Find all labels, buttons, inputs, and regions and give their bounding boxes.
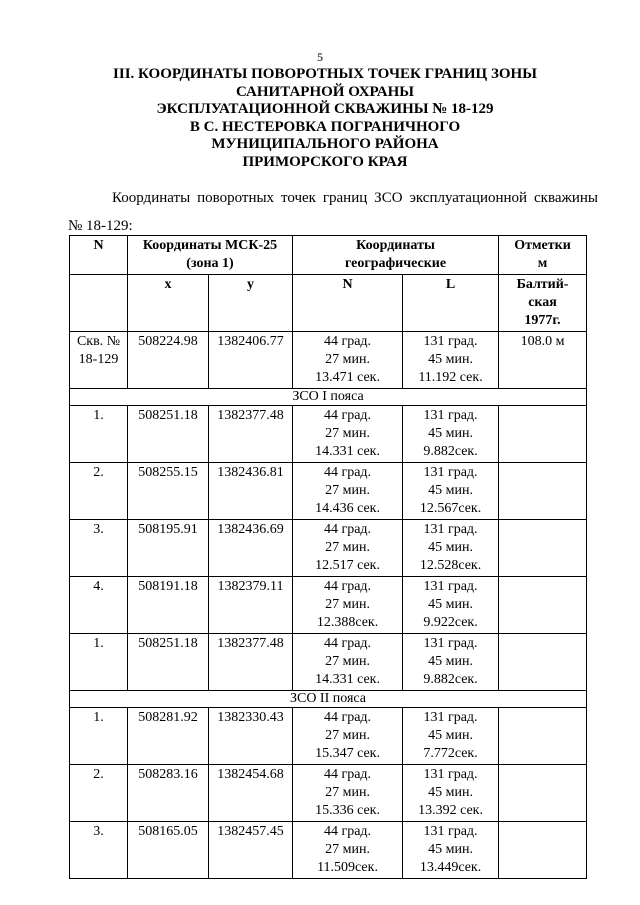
table-row xyxy=(70,634,587,691)
longitude-line: 131 град. xyxy=(423,824,478,839)
longitude-line: 45 мин. xyxy=(428,597,473,612)
lon-line: 45 мин. xyxy=(428,352,473,367)
baltic-line: Балтий- xyxy=(516,277,569,292)
latitude xyxy=(293,520,403,577)
well-lon xyxy=(403,332,499,389)
lon-line: 11.192 сек. xyxy=(418,370,483,385)
longitude-line: 13.449сек. xyxy=(419,860,482,875)
latitude xyxy=(293,634,403,691)
latitude-line: 14.331 сек. xyxy=(315,444,380,459)
longitude-line: 131 град. xyxy=(423,408,478,423)
header-marks xyxy=(499,236,587,275)
point-number: 4. xyxy=(70,577,128,634)
latitude-line: 44 град. xyxy=(323,408,372,423)
header-msk xyxy=(128,236,293,275)
heading-line: III. КООРДИНАТЫ ПОВОРОТНЫХ ТОЧЕК ГРАНИЦ ЗОНЫ xyxy=(113,66,537,82)
heading-line: ПРИМОРСКОГО КРАЯ xyxy=(242,153,408,170)
baltic-line: 1977г. xyxy=(524,313,561,328)
table-row xyxy=(70,577,587,634)
intro-paragraph xyxy=(68,184,598,240)
well-mark: 108.0 м xyxy=(499,332,587,389)
lat-line: 44 град. xyxy=(323,334,372,349)
latitude-line: 44 град. xyxy=(323,824,372,839)
longitude-line: 131 град. xyxy=(423,579,478,594)
subheader-lon: L xyxy=(403,275,499,332)
latitude-line: 44 град. xyxy=(323,710,372,725)
longitude-line: 45 мин. xyxy=(428,728,473,743)
section-heading xyxy=(60,66,590,172)
mark-empty xyxy=(499,822,587,879)
well-y: 1382406.77 xyxy=(209,332,293,389)
table-row xyxy=(70,822,587,879)
longitude xyxy=(403,406,499,463)
longitude-line: 12.528сек. xyxy=(419,558,482,573)
intro-line-2: № 18-129: xyxy=(68,218,133,234)
subheader-empty xyxy=(70,275,128,332)
coord-x: 508191.18 xyxy=(128,577,209,634)
latitude-line: 27 мин. xyxy=(325,540,370,555)
lon-line: 131 град. xyxy=(423,334,478,349)
header-geo xyxy=(293,236,499,275)
longitude xyxy=(403,463,499,520)
lat-line: 13.471 сек. xyxy=(315,370,380,385)
zone1-label-row xyxy=(70,389,587,406)
heading-line: В С. НЕСТЕРОВКА ПОГРАНИЧНОГО xyxy=(189,118,461,135)
longitude-line: 131 град. xyxy=(423,767,478,782)
longitude-line: 131 град. xyxy=(423,465,478,480)
latitude-line: 15.336 сек. xyxy=(315,803,380,818)
header-geo-line: Координаты xyxy=(356,238,435,253)
point-number: 1. xyxy=(70,634,128,691)
table-row xyxy=(70,765,587,822)
well-row xyxy=(70,332,587,389)
well-n-line: Скв. № xyxy=(76,334,121,349)
longitude xyxy=(403,520,499,577)
longitude-line: 9.882сек. xyxy=(423,444,478,459)
point-number: 2. xyxy=(70,463,128,520)
mark-empty xyxy=(499,577,587,634)
coord-y: 1382377.48 xyxy=(209,406,293,463)
heading-line: ЭКСПЛУАТАЦИОННОЙ СКВАЖИНЫ № 18-129 xyxy=(156,101,494,118)
header-marks-line: м xyxy=(537,256,548,271)
point-number: 3. xyxy=(70,822,128,879)
coord-y: 1382377.48 xyxy=(209,634,293,691)
latitude-line: 15.347 сек. xyxy=(315,746,380,761)
mark-empty xyxy=(499,406,587,463)
page-number: 5 xyxy=(317,50,323,64)
table-row xyxy=(70,463,587,520)
longitude xyxy=(403,634,499,691)
coord-x: 508283.16 xyxy=(128,765,209,822)
latitude-line: 27 мин. xyxy=(325,728,370,743)
longitude-line: 131 град. xyxy=(423,522,478,537)
latitude-line: 14.331 сек. xyxy=(315,672,380,687)
coord-x: 508251.18 xyxy=(128,406,209,463)
mark-empty xyxy=(499,520,587,577)
longitude-line: 131 град. xyxy=(423,710,478,725)
longitude-line: 7.772сек. xyxy=(423,746,478,761)
subheader-lat: N xyxy=(293,275,403,332)
zone2-label: ЗСО II пояса xyxy=(70,691,587,708)
longitude-line: 45 мин. xyxy=(428,483,473,498)
longitude-line: 45 мин. xyxy=(428,842,473,857)
header-msk-line: (зона 1) xyxy=(186,256,234,271)
heading-line: САНИТАРНОЙ ОХРАНЫ xyxy=(235,83,415,100)
coord-y: 1382457.45 xyxy=(209,822,293,879)
point-number: 1. xyxy=(70,406,128,463)
well-n-line: 18-129 xyxy=(78,352,119,367)
header-marks-line: Отметки xyxy=(514,238,571,253)
well-x: 508224.98 xyxy=(128,332,209,389)
latitude-line: 44 град. xyxy=(323,579,372,594)
latitude xyxy=(293,765,403,822)
point-number: 2. xyxy=(70,765,128,822)
latitude-line: 27 мин. xyxy=(325,597,370,612)
table-row xyxy=(70,708,587,765)
longitude-line: 9.922сек. xyxy=(423,615,478,630)
point-number: 3. xyxy=(70,520,128,577)
coord-x: 508255.15 xyxy=(128,463,209,520)
zone2-label-row xyxy=(70,691,587,708)
latitude xyxy=(293,822,403,879)
longitude-line: 131 град. xyxy=(423,636,478,651)
mark-empty xyxy=(499,634,587,691)
coord-y: 1382330.43 xyxy=(209,708,293,765)
latitude-line: 44 град. xyxy=(323,767,372,782)
latitude-line: 12.388сек. xyxy=(316,615,379,630)
latitude xyxy=(293,577,403,634)
latitude xyxy=(293,406,403,463)
subheader-baltic xyxy=(499,275,587,332)
header-msk-line: Координаты МСК-25 xyxy=(142,238,278,253)
baltic-line: ская xyxy=(528,295,557,310)
coordinates-table xyxy=(69,235,587,879)
mark-empty xyxy=(499,708,587,765)
lat-line: 27 мин. xyxy=(325,352,370,367)
mark-empty xyxy=(499,463,587,520)
latitude-line: 44 град. xyxy=(323,465,372,480)
longitude-line: 45 мин. xyxy=(428,785,473,800)
coord-y: 1382436.81 xyxy=(209,463,293,520)
latitude-line: 27 мин. xyxy=(325,426,370,441)
heading-line: МУНИЦИПАЛЬНОГО РАЙОНА xyxy=(211,136,439,153)
subheader-y: y xyxy=(209,275,293,332)
header-n: N xyxy=(70,236,128,275)
longitude-line: 45 мин. xyxy=(428,654,473,669)
coord-x: 508281.92 xyxy=(128,708,209,765)
longitude xyxy=(403,822,499,879)
coord-y: 1382436.69 xyxy=(209,520,293,577)
coord-y: 1382379.11 xyxy=(209,577,293,634)
latitude-line: 14.436 сек. xyxy=(315,501,380,516)
longitude-line: 9.882сек. xyxy=(423,672,478,687)
longitude xyxy=(403,765,499,822)
latitude-line: 44 град. xyxy=(323,522,372,537)
latitude-line: 11.509сек. xyxy=(317,860,378,875)
coord-y: 1382454.68 xyxy=(209,765,293,822)
zone1-label: ЗСО I пояса xyxy=(70,389,587,406)
longitude-line: 12.567сек. xyxy=(419,501,482,516)
intro-line-1: Координаты поворотных точек границ ЗСО эксплуатационной скважины xyxy=(112,190,598,206)
longitude xyxy=(403,577,499,634)
latitude-line: 44 град. xyxy=(323,636,372,651)
latitude-line: 27 мин. xyxy=(325,654,370,669)
latitude-line: 27 мин. xyxy=(325,483,370,498)
table-row xyxy=(70,520,587,577)
table-row xyxy=(70,406,587,463)
point-number: 1. xyxy=(70,708,128,765)
mark-empty xyxy=(499,765,587,822)
coord-x: 508251.18 xyxy=(128,634,209,691)
latitude xyxy=(293,463,403,520)
latitude xyxy=(293,708,403,765)
latitude-line: 12.517 сек. xyxy=(315,558,380,573)
latitude-line: 27 мин. xyxy=(325,785,370,800)
well-lat xyxy=(293,332,403,389)
table-subheader-row xyxy=(70,275,587,332)
coord-x: 508165.05 xyxy=(128,822,209,879)
subheader-x: x xyxy=(128,275,209,332)
longitude-line: 13.392 сек. xyxy=(418,803,483,818)
longitude xyxy=(403,708,499,765)
longitude-line: 45 мин. xyxy=(428,426,473,441)
header-geo-line: географические xyxy=(344,256,447,271)
well-n xyxy=(70,332,128,389)
coord-x: 508195.91 xyxy=(128,520,209,577)
longitude-line: 45 мин. xyxy=(428,540,473,555)
latitude-line: 27 мин. xyxy=(325,842,370,857)
table-header-row xyxy=(70,236,587,275)
